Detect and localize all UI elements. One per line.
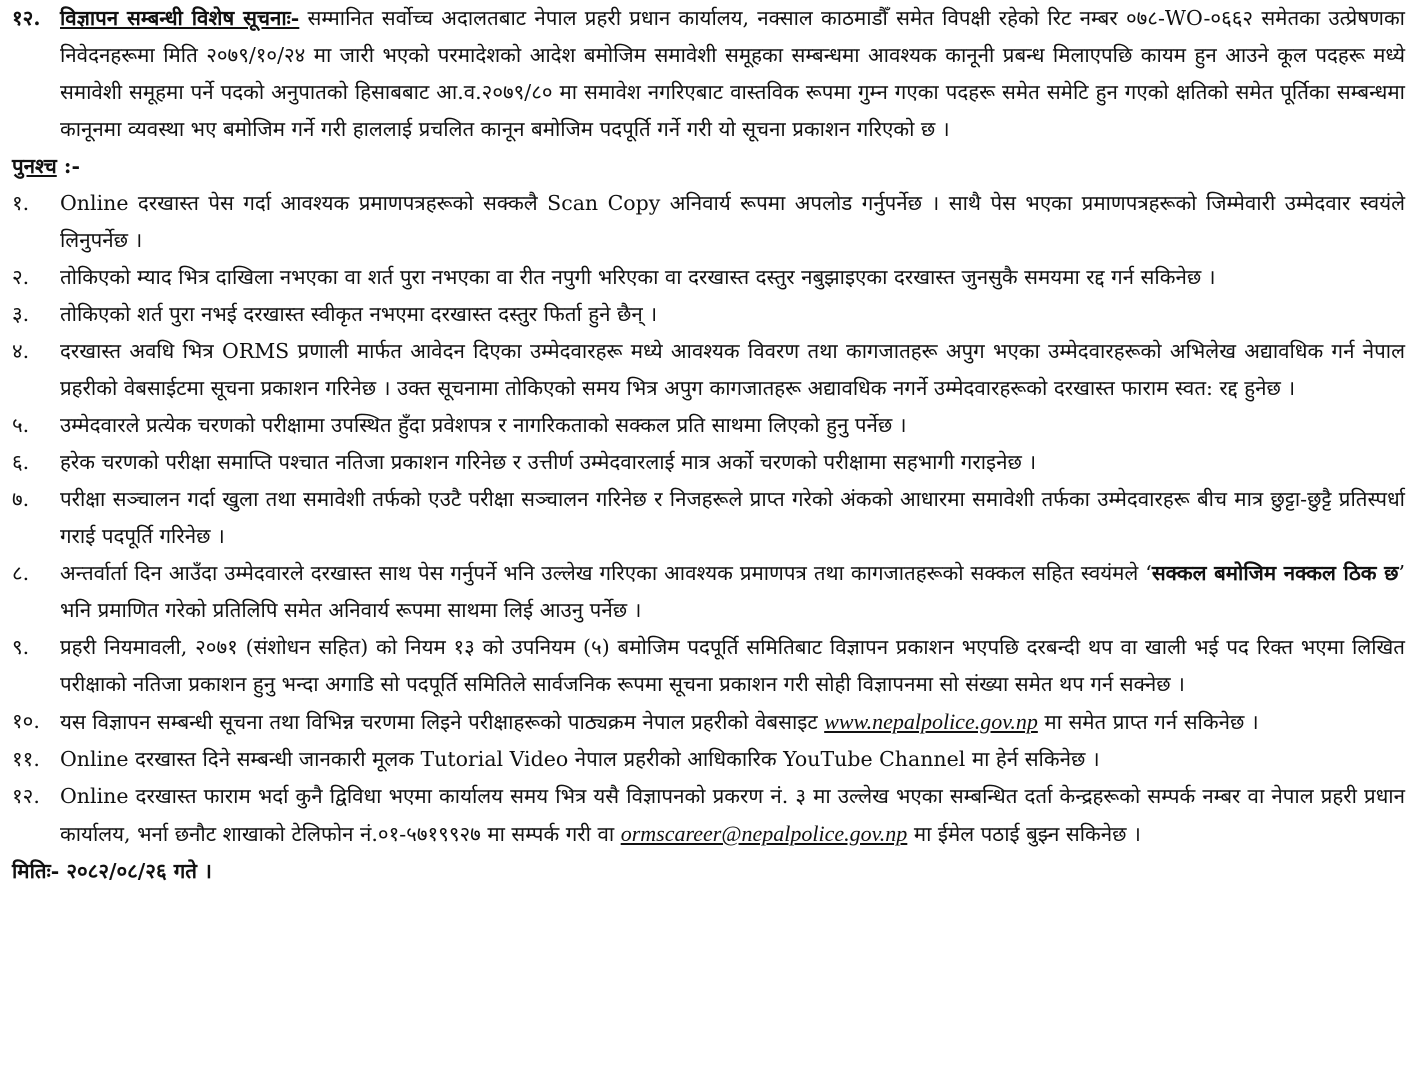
- item-number: १२.: [12, 784, 40, 808]
- item-text-pre: यस विज्ञापन सम्बन्धी सूचना तथा विभिन्न चरणमा लिइने परीक्षाहरूको पाठ्यक्रम नेपाल प्रहरीको वेबसाइट: [60, 710, 825, 734]
- list-item: [12, 629, 1405, 703]
- item-text: उम्मेदवारले प्रत्येक चरणको परीक्षामा उपस्थित हुँदा प्रवेशपत्र र नागरिकताको सक्कल प्रति साथमा लिएको हुनु पर्नेछ ।: [60, 413, 907, 437]
- item-number: ९.: [12, 635, 30, 659]
- item-number: ७.: [12, 487, 30, 511]
- item-text: तोकिएको शर्त पुरा नभई दरखास्त स्वीकृत नभएमा दरखास्त दस्तुर फिर्ता हुने छैन् ।: [60, 302, 658, 326]
- item-text-pre: Online दरखास्त फाराम भर्दा कुनै द्विविधा भएमा कार्यालय समय भित्र यसै विज्ञापनको प्रकरण नं. ३ मा उल्लेख भएका सम्बन्धित दर्ता केन्द्रहरूको सम्पर्क नम्बर वा नेपाल प्रहरी प्रधान कार्यालय, भर्ना छनौट शाखाको टेलिफोन नं.०१-५७१९९२७ मा सम्पर्क गरी वा: [60, 784, 1405, 846]
- section-number: १२.: [12, 6, 41, 30]
- item-text-post: मा समेत प्राप्त गर्न सकिनेछ ।: [1037, 710, 1259, 734]
- item-text-post: मा ईमेल पठाई बुझ्न सकिनेछ ।: [907, 822, 1141, 846]
- list-item: [12, 259, 1405, 296]
- item-number: २.: [12, 265, 30, 289]
- item-number: ११.: [12, 747, 40, 771]
- item-text-post: ’ भनि प्रमाणित गरेको प्रतिलिपि समेत अनिवार्य रूपमा साथमा लिई आउनु पर्नेछ ।: [60, 561, 1405, 622]
- list-item: [12, 778, 1405, 853]
- postscript-header: [12, 148, 1405, 185]
- item-number: १०.: [12, 709, 40, 733]
- item-number: ६.: [12, 450, 30, 474]
- list-item: [12, 444, 1405, 481]
- list-item: [12, 407, 1405, 444]
- list-item: [12, 703, 1405, 741]
- postscript-suffix: :-: [56, 154, 80, 178]
- email-link[interactable]: ormscareer@nepalpolice.gov.np: [620, 821, 908, 846]
- postscript-label: पुनश्च: [12, 154, 57, 178]
- item-text: परीक्षा सञ्चालन गर्दा खुला तथा समावेशी तर्फको एउटै परीक्षा सञ्चालन गरिनेछ र निजहरूले प्राप्त गरेको अंकको आधारमा समावेशी तर्फका उम्मेदवारहरू बीच मात्र छुट्टा-छुट्टै प्रतिस्पर्धा गराई पदपूर्ति गरिनेछ ।: [60, 487, 1405, 548]
- list-item: [12, 481, 1405, 555]
- item-number: ५.: [12, 413, 30, 437]
- item-text: Online दरखास्त दिने सम्बन्धी जानकारी मूलक Tutorial Video नेपाल प्रहरीको आधिकारिक YouTube Channel मा हेर्न सकिनेछ ।: [60, 747, 1100, 771]
- notice-date: मितिः- २०८२/०८/२६ गते ।: [12, 859, 212, 883]
- item-number: ३.: [12, 302, 30, 326]
- item-number: ४.: [12, 339, 30, 363]
- list-item: [12, 741, 1405, 778]
- item-number: १.: [12, 191, 30, 215]
- item-text: दरखास्त अवधि भित्र ORMS प्रणाली मार्फत आवेदन दिएका उम्मेदवारहरू मध्ये आवश्यक विवरण तथा कागजातहरू अपुग भएका उम्मेदवारहरूको अभिलेख अद्यावधिक गर्न नेपाल प्रहरीको वेबसाईटमा सूचना प्रकाशन गरिनेछ । उक्त सूचनामा तोकिएको समय भित्र अपुग कागजातहरू अद्यावधिक नगर्ने उम्मेदवारहरूको दरखास्त फाराम स्वत: रद्द हुनेछ ।: [60, 339, 1405, 400]
- special-notice-section: [12, 0, 1405, 148]
- item-text-pre: अन्तर्वार्ता दिन आउँदा उम्मेदवारले दरखास्त साथ पेस गर्नुपर्ने भनि उल्लेख गरिएका आवश्यक प्रमाणपत्र तथा कागजातहरूको सक्कल सहित स्वयंमले ‘: [60, 561, 1152, 585]
- item-number: ८.: [12, 561, 30, 585]
- item-text: Online दरखास्त पेस गर्दा आवश्यक प्रमाणपत्रहरूको सक्कलै Scan Copy अनिवार्य रूपमा अपलोड गर्नुपर्नेछ । साथै पेस भएका प्रमाणपत्रहरूको जिम्मेवारी उम्मेदवार स्वयंले लिनुपर्नेछ ।: [60, 191, 1405, 252]
- postscript-list: [12, 185, 1405, 853]
- section-body: सम्मानित सर्वोच्च अदालतबाट नेपाल प्रहरी प्रधान कार्यालय, नक्साल काठमाडौँ समेत विपक्षी रहेको रिट नम्बर ०७८-WO-०६६२ समेतका उत्प्रेषणका निवेदनहरूमा मिति २०७९/१०/२४ मा जारी भएको परमादेशको आदेश बमोजिम समावेशी समूहका सम्बन्धमा आवश्यक कानूनी प्रबन्ध मिलाएपछि कायम हुन आउने कूल पदहरू मध्ये समावेशी समूहमा पर्ने पदको अनुपातको हिसाबबाट आ.व.२०७९/८० मा समावेश नगरिएबाट वास्तविक रूपमा गुम्न गएका पदहरू समेत समेटि हुन गएको क्षतिको समेत पूर्तिका सम्बन्धमा कानूनमा व्यवस्था भए बमोजिम गर्ने गरी हाललाई प्रचलित कानून बमोजिम पदपूर्ति गर्ने गरी यो सूचना प्रकाशन गरिएको छ ।: [60, 6, 1405, 141]
- item-text: तोकिएको म्याद भित्र दाखिला नभएका वा शर्त पुरा नभएका वा रीत नपुगी भरिएका वा दरखास्त दस्तुर नबुझाइएका दरखास्त जुनसुकै समयमा रद्द गर्न सकिनेछ ।: [60, 265, 1216, 289]
- item-text-bold: सक्कल बमोजिम नक्कल ठिक छ: [1151, 561, 1399, 585]
- list-item: [12, 333, 1405, 407]
- website-link[interactable]: www.nepalpolice.gov.np: [824, 709, 1038, 734]
- list-item: [12, 185, 1405, 259]
- list-item: [12, 296, 1405, 333]
- item-text: प्रहरी नियमावली, २०७१ (संशोधन सहित) को नियम १३ को उपनियम (५) बमोजिम पदपूर्ति समितिबाट विज्ञापन प्रकाशन भएपछि दरबन्दी थप वा खाली भई पद रिक्त भएमा लिखित परीक्षाको नतिजा प्रकाशन हुनु भन्दा अगाडि सो पदपूर्ति समितिले सार्वजनिक रूपमा सूचना प्रकाशन गरी सोही विज्ञापनमा सो संख्या समेत थप गर्न सक्नेछ ।: [60, 635, 1405, 696]
- list-item: [12, 555, 1405, 629]
- section-heading: विज्ञापन सम्बन्धी विशेष सूचनाः-: [60, 6, 300, 30]
- item-text: हरेक चरणको परीक्षा समाप्ति पश्चात नतिजा प्रकाशन गरिनेछ र उत्तीर्ण उम्मेदवारलाई मात्र अर्को चरणको परीक्षामा सहभागी गराइनेछ ।: [60, 450, 1037, 474]
